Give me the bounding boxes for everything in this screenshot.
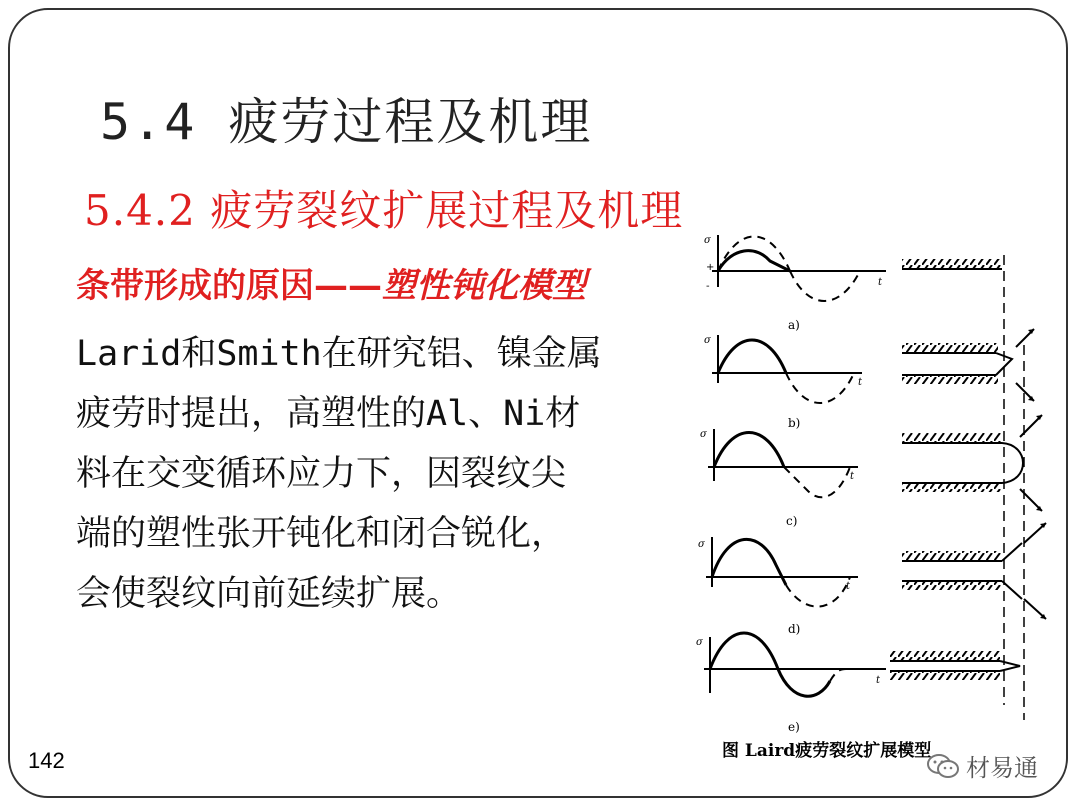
page-number: 142 bbox=[28, 748, 65, 773]
panel-label-b: b) bbox=[788, 416, 801, 430]
crack-sketch-a bbox=[902, 259, 1002, 269]
panel-label-d: d) bbox=[788, 622, 801, 636]
waveform-panel-c bbox=[700, 429, 858, 528]
plus-label: + bbox=[706, 262, 715, 273]
waveform-panel-a bbox=[704, 235, 886, 332]
crack-sketch-e bbox=[890, 651, 1020, 680]
body-line: 会使裂纹向前延续扩展。 bbox=[76, 574, 462, 614]
figure-caption: 图 Laird疲劳裂纹扩展模型 bbox=[722, 741, 932, 761]
wechat-icon bbox=[926, 753, 960, 779]
t-label: t bbox=[850, 471, 855, 482]
panel-label-e: e) bbox=[788, 720, 800, 734]
waveform-panel-e bbox=[696, 633, 886, 734]
panel-label-c: c) bbox=[786, 514, 798, 528]
t-label: t bbox=[878, 277, 883, 288]
waveform-panel-d bbox=[698, 537, 858, 636]
t-label: t bbox=[876, 675, 881, 686]
watermark bbox=[926, 748, 1038, 783]
sigma-label: σ bbox=[704, 335, 711, 346]
sigma-label: σ bbox=[696, 637, 703, 648]
t-label: t bbox=[858, 377, 863, 388]
sigma-label: σ bbox=[698, 539, 705, 550]
watermark-text: 材易通 bbox=[966, 754, 1038, 782]
reason-heading bbox=[76, 258, 586, 307]
crack-sketch-c bbox=[902, 415, 1042, 511]
waveform-panel-b bbox=[704, 335, 863, 430]
body-line: Larid和Smith在研究铝、镍金属 bbox=[76, 334, 602, 374]
panel-label-a: a) bbox=[788, 318, 800, 332]
sigma-label: σ bbox=[700, 429, 707, 440]
sigma-label: σ bbox=[704, 235, 711, 246]
t-label: t bbox=[846, 581, 851, 592]
reason-heading-model: 塑性钝化模型 bbox=[382, 266, 586, 306]
slide-subtitle: 5.4.2 疲劳裂纹扩展过程及机理 bbox=[84, 186, 684, 235]
body-line: 端的塑性张开钝化和闭合锐化， bbox=[76, 514, 567, 554]
crack-sketch-b bbox=[902, 329, 1034, 401]
laird-model-figure bbox=[690, 225, 1070, 735]
body-line: 疲劳时提出，高塑性的Al、Ni材 bbox=[76, 394, 581, 434]
minus-label: - bbox=[706, 281, 710, 292]
body-text bbox=[76, 324, 672, 624]
body-line: 料在交变循环应力下，因裂纹尖 bbox=[76, 454, 567, 494]
reason-heading-prefix: 条带形成的原因—— bbox=[76, 266, 382, 306]
slide-title: 5.4 疲劳过程及机理 bbox=[100, 93, 593, 151]
